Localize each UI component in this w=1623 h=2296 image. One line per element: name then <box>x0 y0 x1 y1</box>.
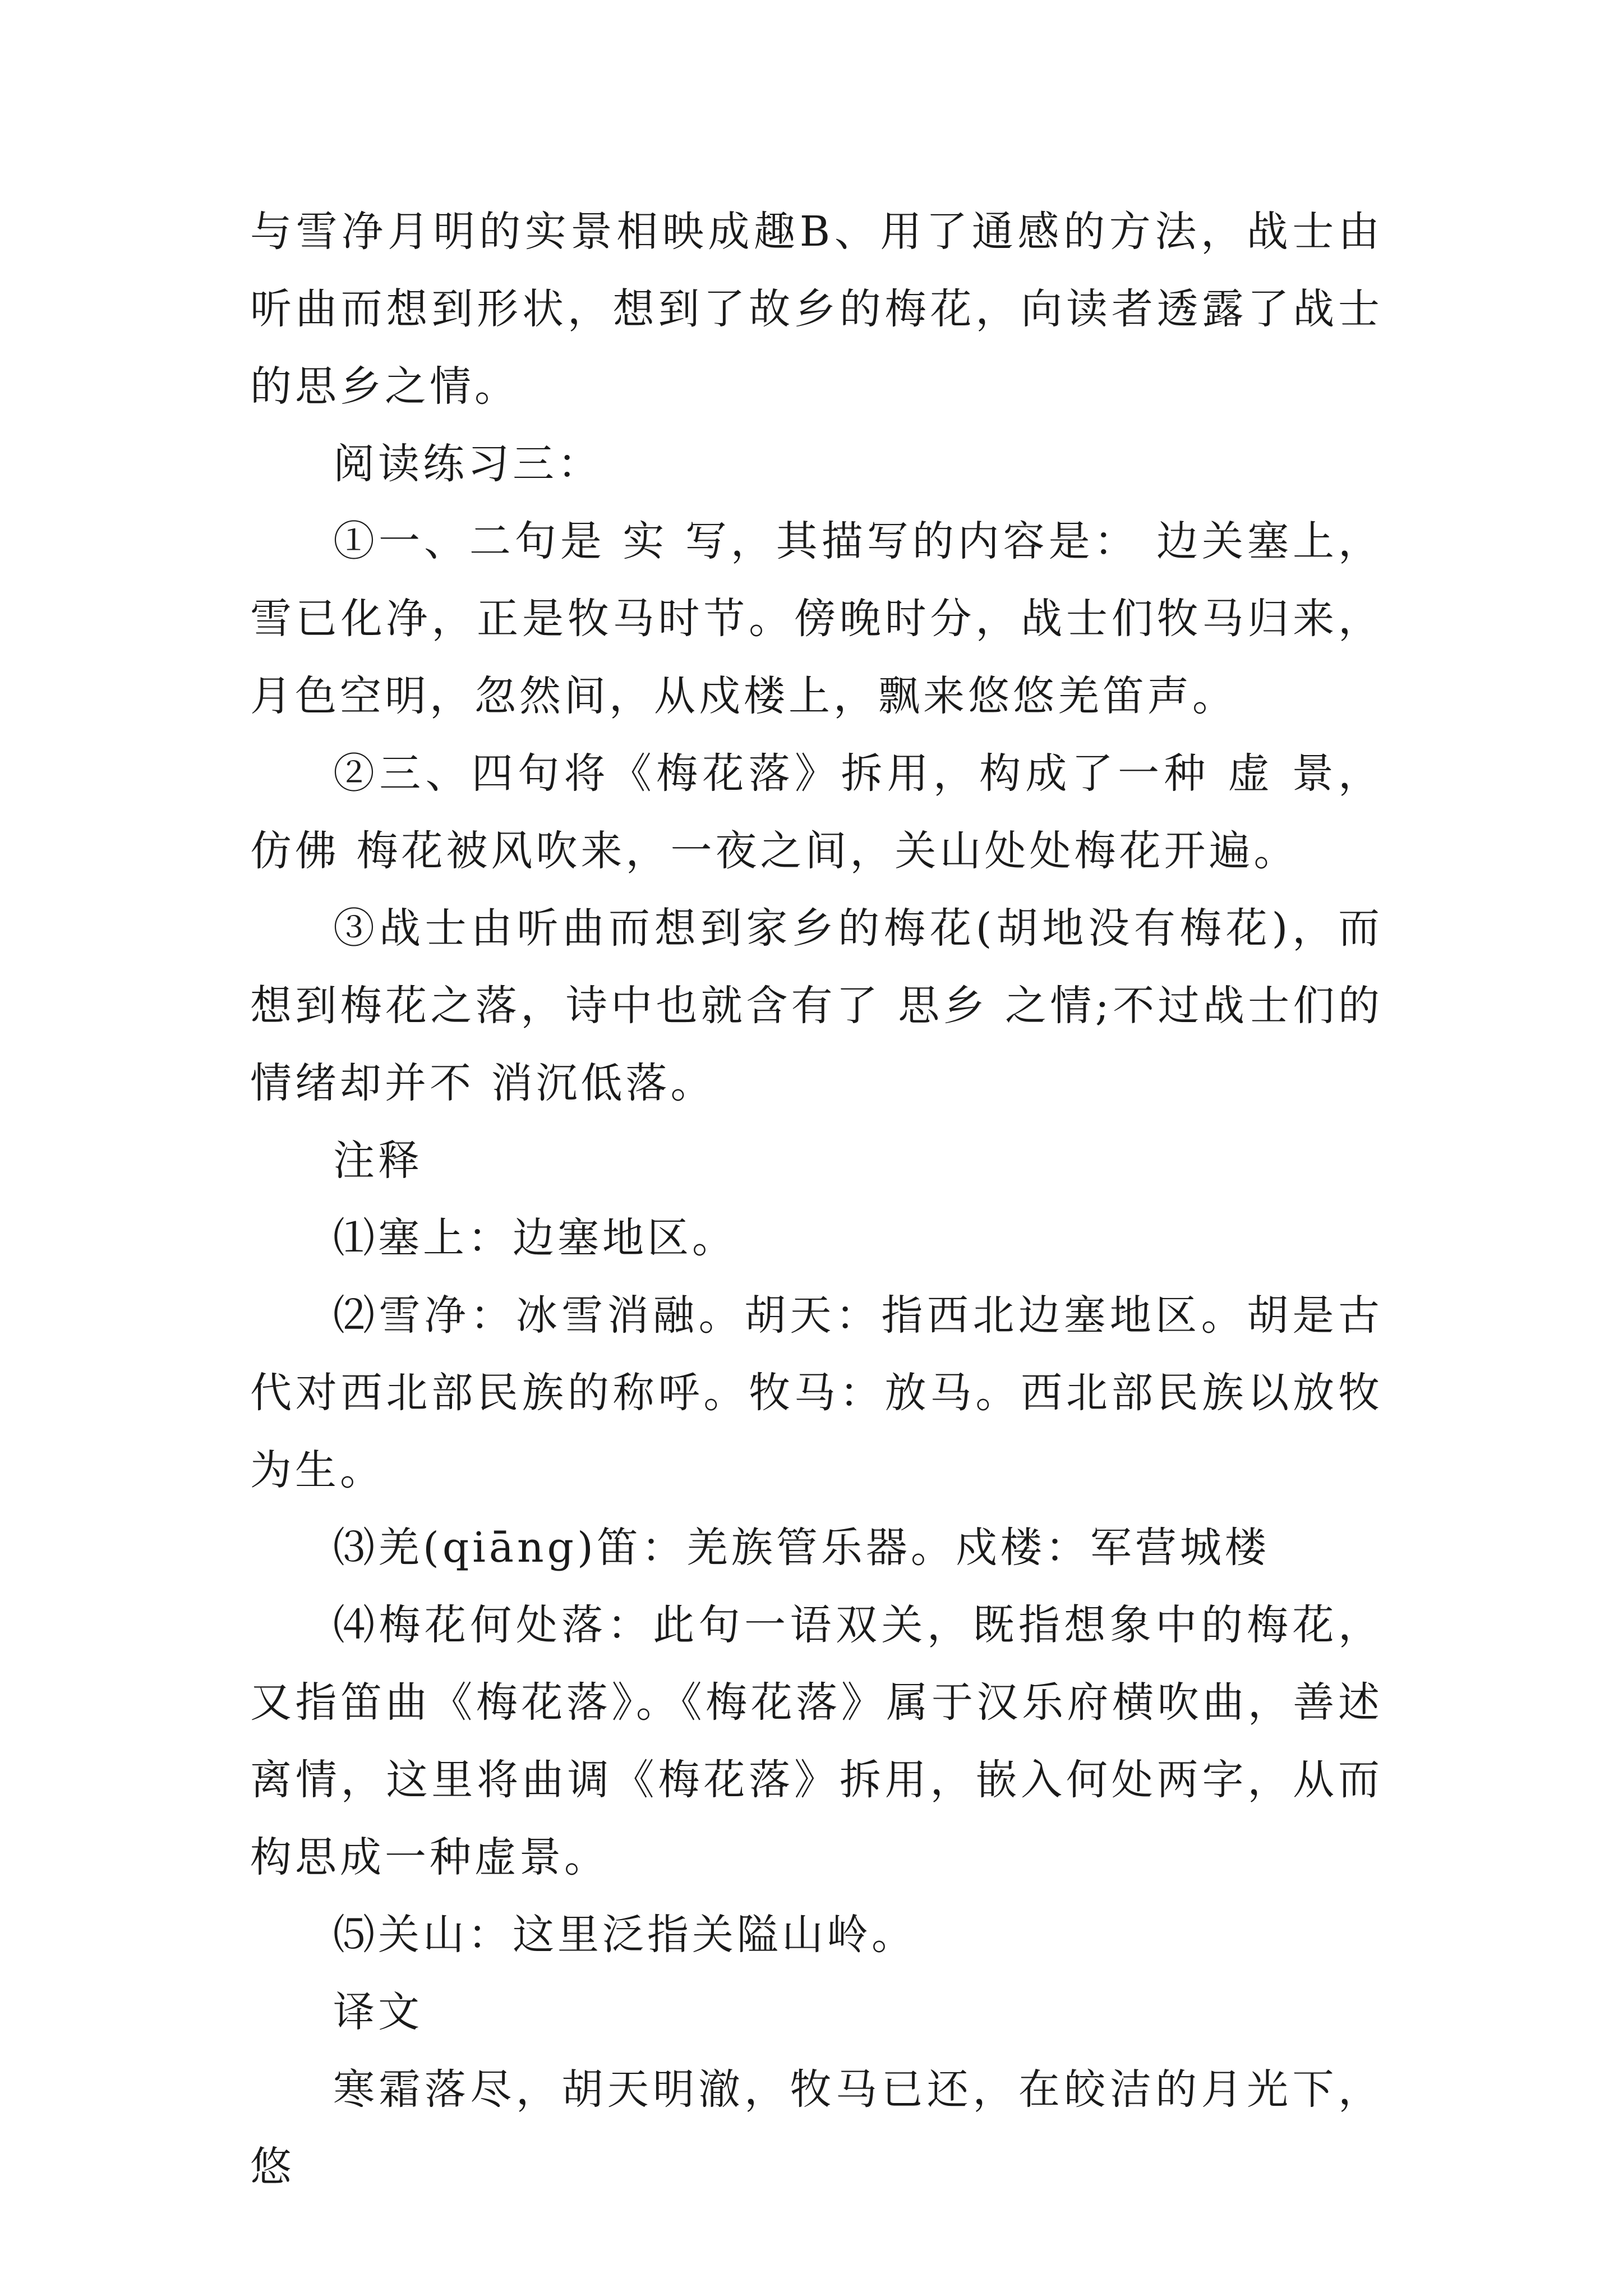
section-heading-notes: 注释 <box>333 1137 423 1185</box>
note-item-4: ⑷梅花何处落：此句一语双关，既指想象中的梅花，又指笛曲《梅花落》。《梅花落》属于汉乐府横吹曲，善述离情，这里将曲调《梅花落》拆用，嵌入何处两字，从而构思成一种虚景。 <box>250 1601 1383 1881</box>
section-heading-reading-exercise-3: 阅读练习三： <box>333 440 602 488</box>
body-text <box>250 193 1383 2206</box>
translation-paragraph: 寒霜落尽，胡天明澈，牧马已还，在皎洁的月光下，悠 <box>250 2065 1383 2191</box>
paragraph-continuation: 与雪净月明的实景相映成趣B、用了通感的方法，战士由听曲而想到形状，想到了故乡的梅花，向读者透露了战士的思乡之情。 <box>250 208 1383 411</box>
section-heading-translation: 译文 <box>333 1988 423 2036</box>
answer-item-2: ②三、四句将《梅花落》拆用，构成了一种 虚 景，仿佛 梅花被风吹来，一夜之间，关山处处梅花开遍。 <box>250 749 1383 875</box>
note-item-5: ⑸关山：这里泛指关隘山岭。 <box>333 1911 916 1959</box>
note-item-3: ⑶羌(qiāng)笛：羌族管乐器。戍楼：军营城楼 <box>333 1524 1270 1572</box>
note-item-2: ⑵雪净：冰雪消融。胡天：指西北边塞地区。胡是古代对西北部民族的称呼。牧马：放马。西北部民族以放牧为生。 <box>250 1291 1383 1494</box>
answer-item-1: ①一、二句是 实 写，其描写的内容是： 边关塞上，雪已化净，正是牧马时节。傍晚时分，战士们牧马归来，月色空明，忽然间，从戍楼上，飘来悠悠羌笛声。 <box>250 517 1383 720</box>
answer-item-3: ③战士由听曲而想到家乡的梅花(胡地没有梅花)，而想到梅花之落，诗中也就含有了 思乡 之情;不过战士们的情绪却并不 消沉低落。 <box>250 904 1383 1107</box>
note-item-1: ⑴塞上：边塞地区。 <box>333 1214 737 1262</box>
